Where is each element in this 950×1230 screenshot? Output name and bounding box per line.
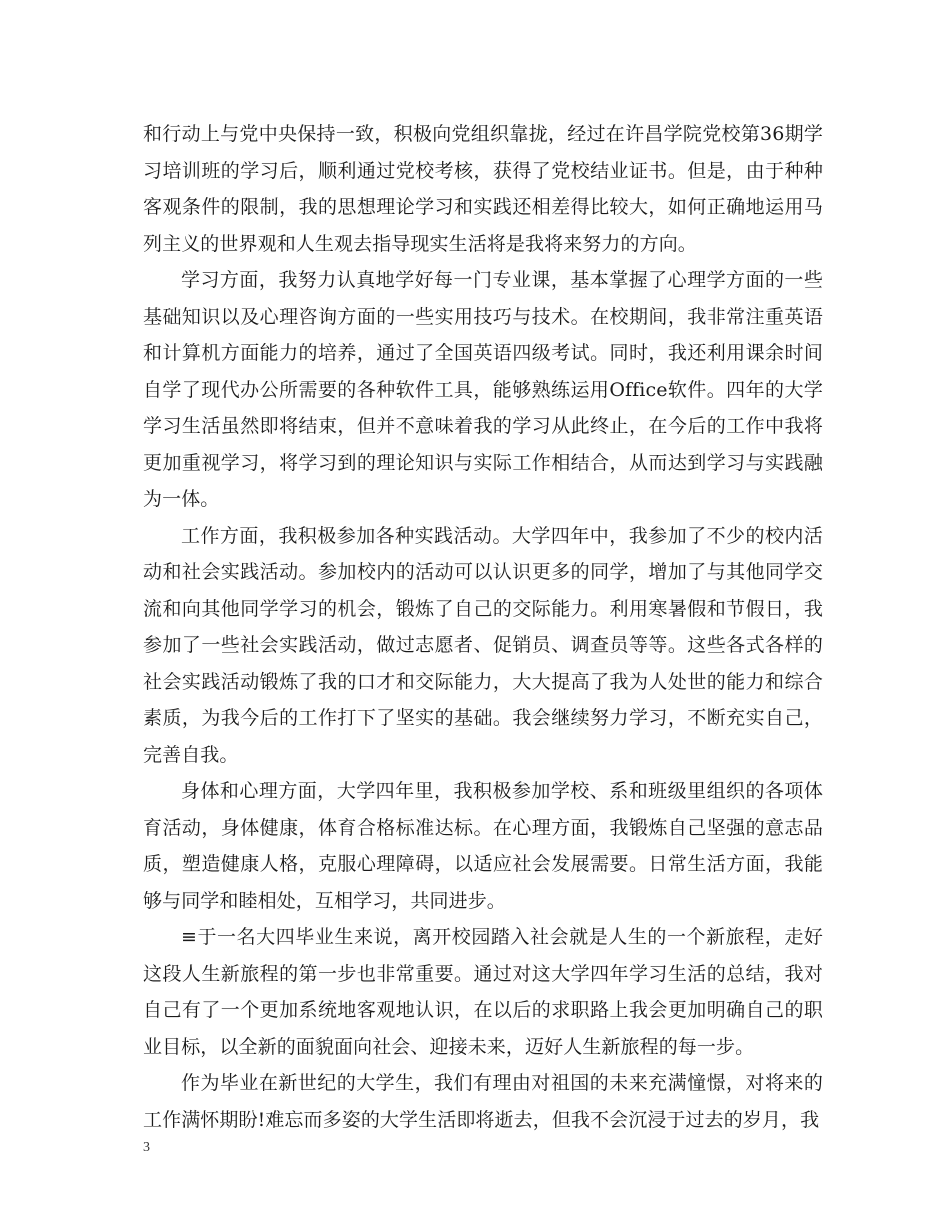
paragraph-work-practice: 工作方面，我积极参加各种实践活动。大学四年中，我参加了不少的校内活动和社会实践活动。参加校内的活动可以认识更多的同学，增加了与其他同学交流和向其他同学学习的机会，锻炼了自己的交际能力。利用寒暑假和节假日，我参加了一些社会实践活动，做过志愿者、促销员、调查员等等。这些各式各样的社会实践活动锻炼了我的口才和交际能力，大大提高了我为人处世的能力和综合素质，为我今后的工作打下了坚实的基础。我会继续努力学习，不断充实自己，完善自我。 [143, 524, 823, 766]
paragraph-closing: 作为毕业在新世纪的大学生，我们有理由对祖国的未来充满憧憬，对将来的工作满怀期盼!难忘而多姿的大学生活即将逝去，但我不会沉浸于过去的岁月，我 [143, 1072, 823, 1131]
paragraph-political-study: 和行动上与党中央保持一致，积极向党组织靠拢，经过在许昌学院党校第36期学习培训班的学习后，顺利通过党校考核，获得了党校结业证书。但是，由于种种客观条件的限制，我的思想理论学习和实践还相差得比较大，如何正确地运用马列主义的世界观和人生观去指导现实生活将是我将来努力的方向。 [143, 123, 823, 255]
document-body [143, 116, 823, 1138]
paragraph-health-psychology: 身体和心理方面，大学四年里，我积极参加学校、系和班级里组织的各项体育活动，身体健康，体育合格标准达标。在心理方面，我锻炼自己坚强的意志品质，塑造健康人格，克服心理障碍，以适应社会发展需要。日常生活方面，我能够与同学和睦相处，互相学习，共同进步。 [143, 780, 823, 912]
paragraph-academic-study: 学习方面，我努力认真地学好每一门专业课，基本掌握了心理学方面的一些基础知识以及心理咨询方面的一些实用技巧与技术。在校期间，我非常注重英语和计算机方面能力的培养，通过了全国英语四级考试。同时，我还利用课余时间自学了现代办公所需要的各种软件工具，能够熟练运用Office软件。四年的大学学习生活虽然即将结束，但并不意味着我的学习从此终止，在今后的工作中我将更加重视学习，将学习到的理论知识与实际工作相结合，从而达到学习与实践融为一体。 [143, 269, 823, 510]
page-number: 3 [143, 1140, 150, 1155]
paragraph-graduation-outlook: ≡于一名大四毕业生来说，离开校园踏入社会就是人生的一个新旅程，走好这段人生新旅程的第一步也非常重要。通过对这大学四年学习生活的总结，我对自己有了一个更加系统地客观地认识，在以后的求职路上我会更加明确自己的职业目标，以全新的面貌面向社会、迎接未来，迈好人生新旅程的每一步。 [143, 926, 823, 1058]
